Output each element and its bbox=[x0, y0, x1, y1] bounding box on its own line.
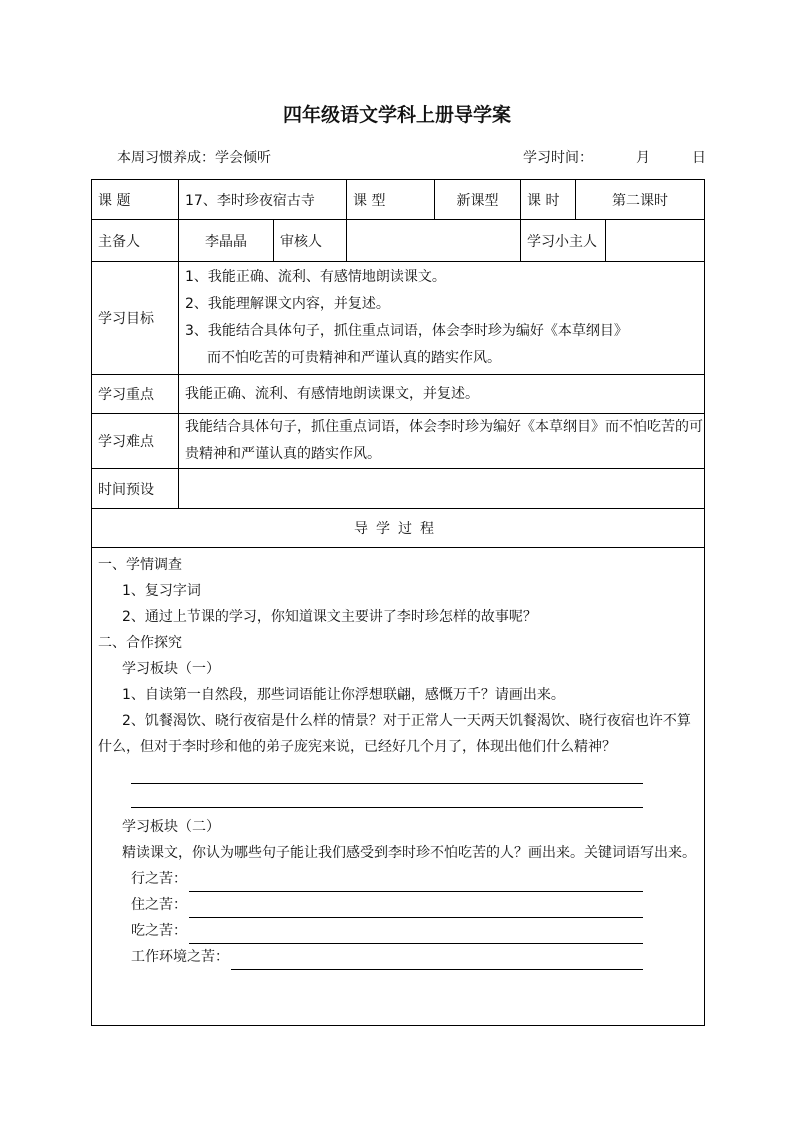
goal-item-3: 3、我能结合具体句子，抓住重点词语，体会李时珍为编好《本草纲目》 bbox=[185, 323, 628, 339]
study-time-label: 学习时间： bbox=[523, 150, 593, 166]
host-label: 学习小主人 bbox=[521, 220, 606, 262]
part1-title: 一、学情调查 bbox=[98, 557, 182, 573]
block1-question-1: 1、自读第一自然段，那些词语能让你浮想联翩，感慨万千？请画出来。 bbox=[122, 687, 565, 703]
block1-title: 学习板块（一） bbox=[122, 661, 220, 677]
difficulty-text: 我能结合具体句子，抓住重点词语，体会李时珍为编好《本草纲目》而不怕吃苦的可贵精神和严谨认真的踏实作风。 bbox=[179, 414, 705, 469]
fill-work-env-line[interactable] bbox=[231, 949, 643, 970]
day-label: 日 bbox=[692, 150, 706, 166]
block2-title: 学习板块（二） bbox=[122, 819, 220, 835]
goals-label: 学习目标 bbox=[92, 262, 179, 375]
time-plan-row bbox=[92, 469, 705, 509]
fill-travel-line[interactable] bbox=[189, 871, 643, 892]
info-row-1 bbox=[92, 180, 705, 220]
difficulty-row bbox=[92, 414, 705, 469]
goal-item-2: 2、我能理解课文内容，并复述。 bbox=[185, 296, 390, 312]
process-head-row bbox=[92, 509, 705, 548]
fill-work-env bbox=[131, 944, 643, 970]
fill-food-label: 吃之苦： bbox=[131, 923, 187, 939]
fill-lodging-line[interactable] bbox=[189, 897, 643, 918]
time-plan-label: 时间预设 bbox=[92, 469, 179, 509]
focus-row bbox=[92, 375, 705, 414]
process-title: 导学过程 bbox=[92, 509, 705, 548]
fill-travel-label: 行之苦： bbox=[131, 871, 187, 887]
info-row-2 bbox=[92, 220, 705, 262]
topic-label: 课 题 bbox=[92, 180, 179, 220]
answer-line-1[interactable] bbox=[131, 760, 643, 784]
fill-travel bbox=[131, 866, 643, 892]
type-label: 课 型 bbox=[347, 180, 435, 220]
reviewer-label: 审核人 bbox=[274, 220, 347, 262]
fill-work-env-label: 工作环境之苦： bbox=[131, 949, 229, 965]
topic-value: 17、李时珍夜宿古寺 bbox=[179, 180, 347, 220]
goal-item-3-cont: 而不怕吃苦的可贵精神和严谨认真的踏实作风。 bbox=[207, 350, 501, 366]
month-label: 月 bbox=[636, 150, 650, 166]
period-value: 第二课时 bbox=[576, 180, 705, 220]
process-row bbox=[92, 548, 705, 1026]
page-title: 四年级语文学科上册导学案 bbox=[282, 104, 511, 126]
host-value[interactable] bbox=[606, 220, 705, 262]
lesson-plan-table bbox=[91, 179, 705, 1026]
type-value: 新课型 bbox=[435, 180, 521, 220]
preparer-value: 李晶晶 bbox=[179, 220, 274, 262]
focus-label: 学习重点 bbox=[92, 375, 179, 414]
goal-item-1: 1、我能正确、流利、有感情地朗读课文。 bbox=[185, 269, 446, 285]
block1-question-2: 2、饥餐渴饮、晓行夜宿是什么样的情景？对于正常人一天两天饥餐渴饮、晓行夜宿也许不算什么，但对于李时珍和他的弟子庞宪来说，已经好几个月了，体现出他们什么精神？ bbox=[98, 713, 691, 755]
fill-lodging bbox=[131, 892, 643, 918]
habit-text: 本周习惯养成：学会倾听 bbox=[117, 150, 271, 166]
goals-row bbox=[92, 262, 705, 375]
time-plan-value[interactable] bbox=[179, 469, 705, 509]
fill-food bbox=[131, 918, 643, 944]
period-label: 课 时 bbox=[521, 180, 576, 220]
focus-text: 我能正确、流利、有感情地朗读课文，并复述。 bbox=[179, 375, 705, 414]
goals-content bbox=[179, 262, 705, 375]
block2-question-1: 精读课文，你认为哪些句子能让我们感受到李时珍不怕吃苦的人？画出来。关键词语写出来。 bbox=[122, 845, 696, 861]
fill-food-line[interactable] bbox=[189, 923, 643, 944]
difficulty-label: 学习难点 bbox=[92, 414, 179, 469]
fill-lodging-label: 住之苦： bbox=[131, 897, 187, 913]
reviewer-value[interactable] bbox=[347, 220, 521, 262]
process-content bbox=[92, 548, 705, 1026]
part1-question-1: 1、复习字词 bbox=[122, 583, 201, 599]
part2-title: 二、合作探究 bbox=[98, 635, 182, 651]
answer-line-2[interactable] bbox=[131, 784, 643, 808]
preparer-label: 主备人 bbox=[92, 220, 179, 262]
part1-question-2: 2、通过上节课的学习，你知道课文主要讲了李时珍怎样的故事呢？ bbox=[122, 609, 537, 625]
